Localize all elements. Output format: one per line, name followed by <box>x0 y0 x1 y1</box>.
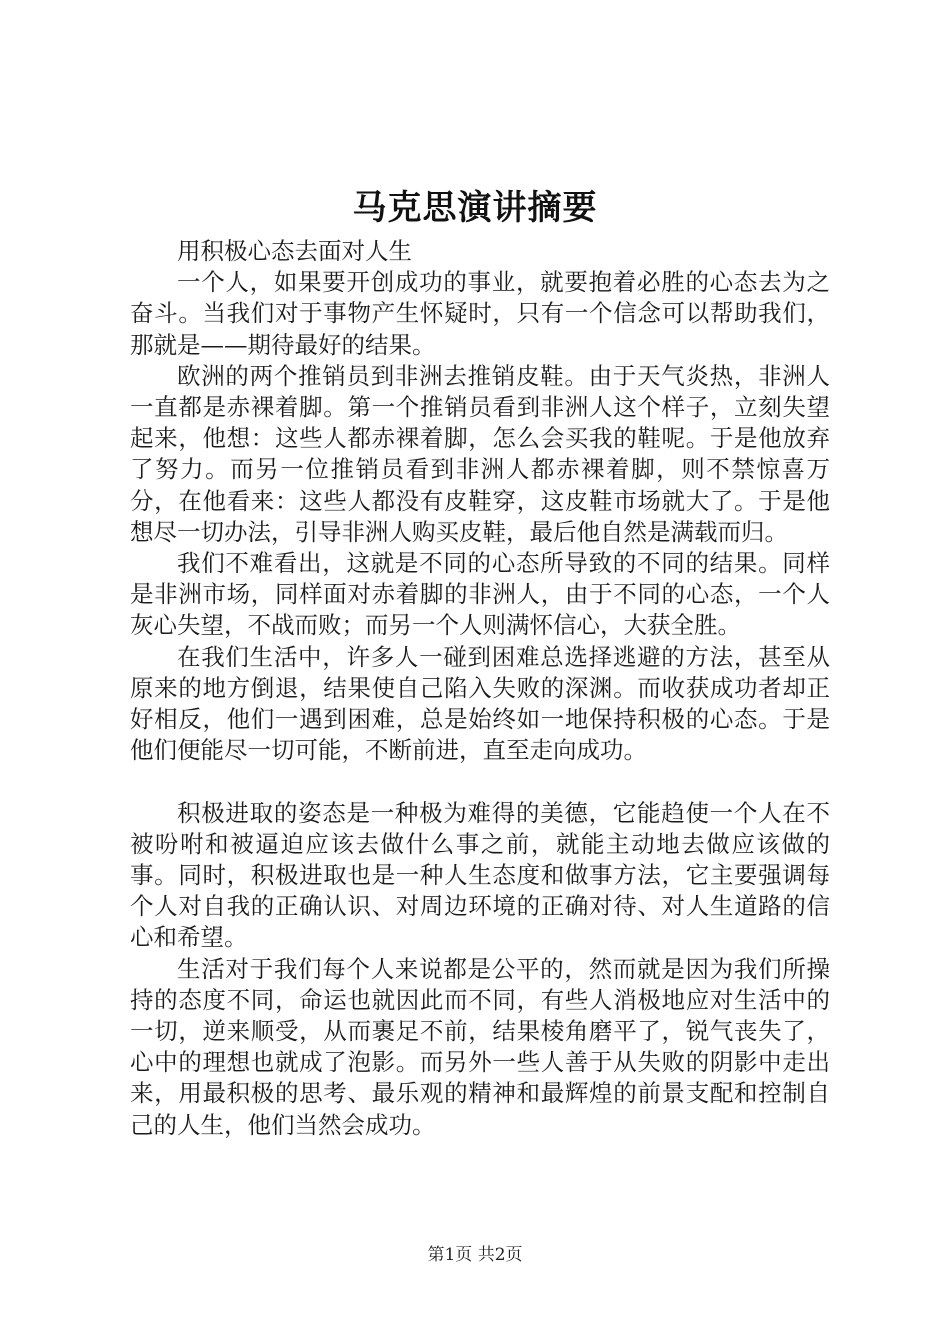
paragraph: 我们不难看出，这就是不同的心态所导致的不同的结果。同样是非洲市场，同样面对赤着脚的非洲人，由于不同的心态，一个人灰心失望，不战而败；而另一个人则满怀信心，大获全胜。 <box>130 549 830 640</box>
document-title: 马克思演讲摘要 <box>352 188 598 228</box>
paragraph: 在我们生活中，许多人一碰到困难总选择逃避的方法，甚至从原来的地方倒退，结果使自己陷入失败的深渊。而收获成功者却正好相反，他们一遇到困难，总是始终如一地保持积极的心态。于是他们便能尽一切可能，不断前进，直至走向成功。 <box>130 642 830 765</box>
paragraph: 一个人，如果要开创成功的事业，就要抱着必胜的心态去为之奋斗。当我们对于事物产生怀疑时，只有一个信念可以帮助我们，那就是——期待最好的结果。 <box>130 268 830 359</box>
page-footer: 第1页 共2页 <box>427 1245 523 1265</box>
paragraph: 积极进取的姿态是一种极为难得的美德，它能趋使一个人在不被吩咐和被逼迫应该去做什么事之前，就能主动地去做应该做的事。同时，积极进取也是一种人生态度和做事方法，它主要强调每个人对自我的正确认识、对周边环境的正确对待、对人生道路的信心和希望。 <box>130 798 830 952</box>
document-body <box>130 236 830 1141</box>
paragraph-subtitle: 用积极心态去面对人生 <box>177 237 412 265</box>
paragraph: 生活对于我们每个人来说都是公平的，然而就是因为我们所操持的态度不同，命运也就因此而不同，有些人消极地应对生活中的一切，逆来顺受，从而裹足不前，结果棱角磨平了，锐气丧失了，心中的理想也就成了泡影。而另外一些人善于从失败的阴影中走出来，用最积极的思考、最乐观的精神和最辉煌的前景支配和控制自己的人生，他们当然会成功。 <box>130 954 830 1139</box>
paragraph-spacer <box>130 766 830 797</box>
paragraph: 欧洲的两个推销员到非洲去推销皮鞋。由于天气炎热，非洲人一直都是赤裸着脚。第一个推销员看到非洲人这个样子，立刻失望起来，他想：这些人都赤裸着脚，怎么会买我的鞋呢。于是他放弃了努力。而另一位推销员看到非洲人都赤裸着脚，则不禁惊喜万分，在他看来：这些人都没有皮鞋穿，这皮鞋市场就大了。于是他想尽一切办法，引导非洲人购买皮鞋，最后他自然是满载而归。 <box>130 361 830 546</box>
